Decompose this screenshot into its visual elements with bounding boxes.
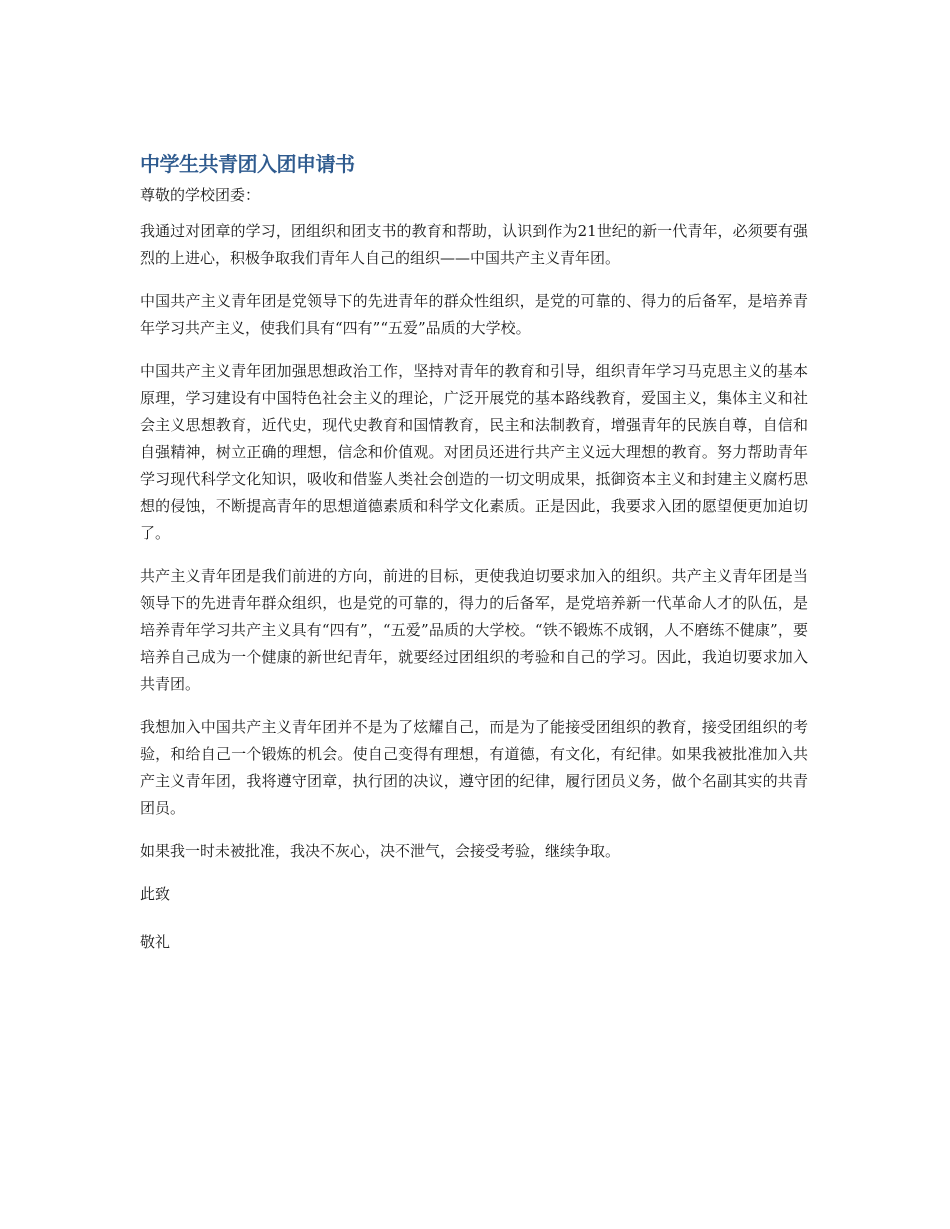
- salutation: 尊敬的学校团委：: [140, 186, 261, 204]
- closing-jingli: 敬礼: [140, 933, 171, 951]
- paragraph-1: 我通过对团章的学习，团组织和团支书的教育和帮助，认识到作为21世纪的新一代青年，必须要有强烈的上进心，积极争取我们青年人自己的组织——中国共产主义青年团。: [140, 222, 808, 267]
- paragraph-3: 中国共产主义青年团加强思想政治工作，坚持对青年的教育和引导，组织青年学习马克思主义的基本原理，学习建设有中国特色社会主义的理论，广泛开展党的基本路线教育，爱国主义，集体主义和社会主义思想教育，近代史，现代史教育和国情教育，民主和法制教育，增强青年的民族自尊，自信和自强精神，树立正确的理想，信念和价值观。对团员还进行共产主义远大理想的教育。努力帮助青年学习现代科学文化知识，吸收和借鉴人类社会创造的一切文明成果，抵御资本主义和封建主义腐朽思想的侵蚀，不断提高青年的思想道德素质和科学文化素质。正是因此，我要求入团的愿望便更加迫切了。: [140, 362, 808, 542]
- paragraph-2: 中国共产主义青年团是党领导下的先进青年的群众性组织，是党的可靠的、得力的后备军，是培养青年学习共产主义，使我们具有“四有”“五爱”品质的大学校。: [140, 292, 808, 337]
- document-title: 中学生共青团入团申请书: [140, 152, 355, 176]
- paragraph-6: 如果我一时未被批准，我决不灰心，决不泄气，会接受考验，继续争取。: [140, 842, 621, 860]
- closing-cizhi: 此致: [140, 885, 171, 903]
- document-page: [140, 150, 808, 977]
- paragraph-5: 我想加入中国共产主义青年团并不是为了炫耀自己，而是为了能接受团组织的教育，接受团组织的考验，和给自己一个锻炼的机会。使自己变得有理想，有道德，有文化，有纪律。如果我被批准加入共产主义青年团，我将遵守团章，执行团的决议，遵守团的纪律，履行团员义务，做个名副其实的共青团员。: [140, 718, 808, 817]
- paragraph-4: 共产主义青年团是我们前进的方向，前进的目标，更使我迫切要求加入的组织。共产主义青年团是当领导下的先进青年群众组织，也是党的可靠的，得力的后备军，是党培养新一代革命人才的队伍，是培养青年学习共产主义具有“四有”，“五爱”品质的大学校。“铁不锻炼不成钢，人不磨练不健康”，要培养自己成为一个健康的新世纪青年，就要经过团组织的考验和自己的学习。因此，我迫切要求加入共青团。: [140, 567, 808, 693]
